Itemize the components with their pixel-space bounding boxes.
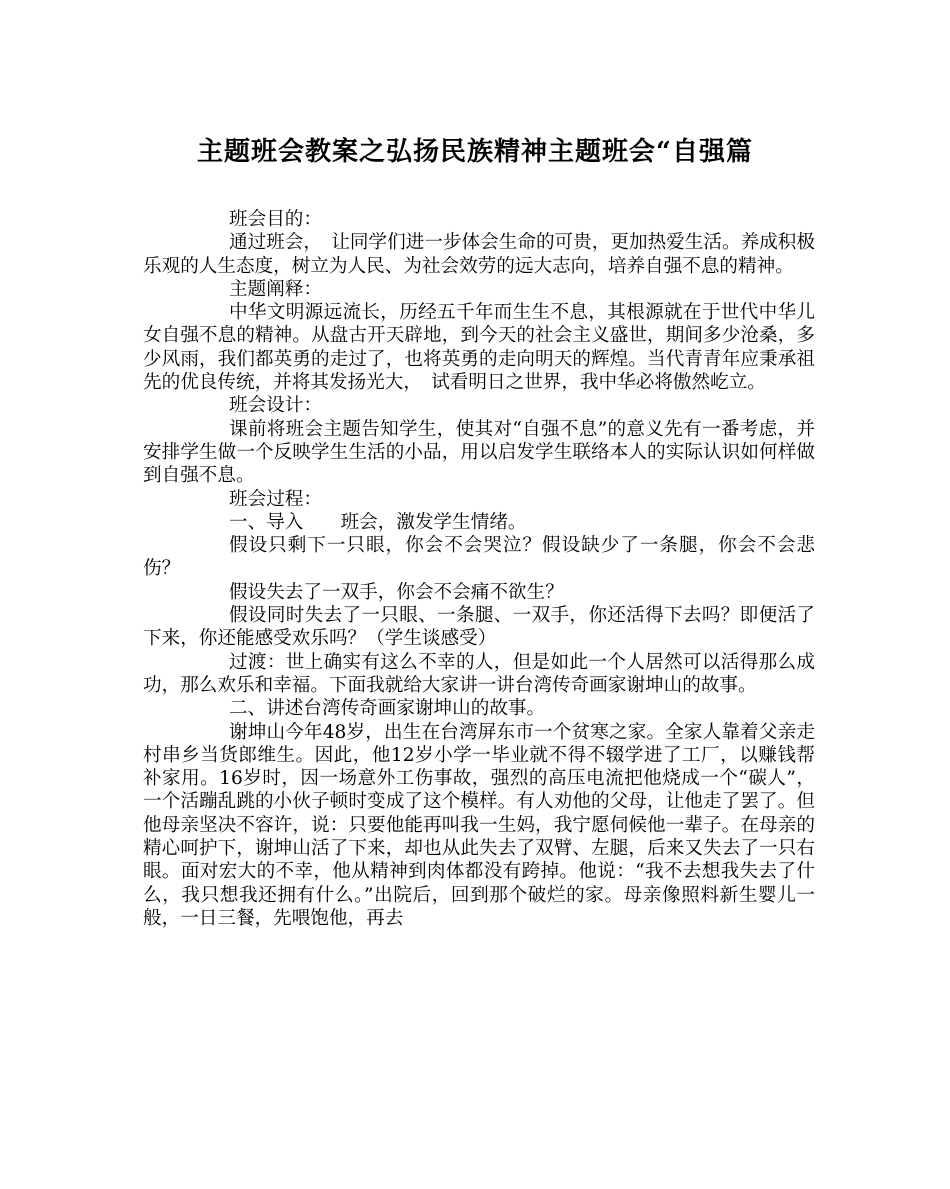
- heading-process: 班会过程：: [229, 488, 322, 510]
- heading-design: 班会设计：: [229, 395, 322, 417]
- heading-story: 二、讲述台湾传奇画家谢坤山的故事。: [229, 698, 546, 720]
- paragraph-story: 谢坤山今年48岁，出生在台湾屏东市一个贫寒之家。全家人靠着父亲走村串乡当货郎维生。因此，他12岁小学一毕业就不得不辍学进了工厂，以赚钱帮补家用。16岁时，因一场意外工伤事故，强烈的高压电流把他烧成一个“碳人”，一个活蹦乱跳的小伙子顿时变成了这个模样。有人劝他的父母，让他走了罢了。但他母亲坚决不容许，说：只要他能再叫我一生妈，我宁愿伺候他一辈子。在母亲的精心呵护下，谢坤山活了下来，却也从此失去了双臂、左腿，后来又失去了一只右眼。面对宏大的不幸，他从精神到肉体都没有跨掉。他说：“我不去想我失去了什么，我只想我还拥有什么。”出院后，回到那个破烂的家。母亲像照料新生婴儿一般，一日三餐，先喂饱他，再去: [143, 721, 815, 929]
- paragraph-theme-explanation: 中华文明源远流长，历经五千年而生生不息，其根源就在于世代中华儿女自强不息的精神。从盘古开天辟地，到今天的社会主义盛世，期间多少沧桑，多少风雨，我们都英勇的走过了，也将英勇的走向明天的辉煌。当代青青年应秉承祖先的优良传统，并将其发扬光大， 试看明日之世界，我中华必将傲然屹立。: [143, 302, 815, 394]
- heading-theme-explanation: 主题阐释：: [229, 278, 322, 300]
- document-body: [143, 208, 815, 930]
- document-title: 主题班会教案之弘扬民族精神主题班会“自强篇: [197, 137, 753, 167]
- paragraph-question-3: 假设同时失去了一只眼、一条腿、一双手，你还活得下去吗？即便活了下来，你还能感受欢乐吗？（学生谈感受）: [143, 605, 815, 650]
- paragraph-transition: 过渡：世上确实有这么不幸的人，但是如此一个人居然可以活得那么成功，那么欢乐和幸福。下面我就给大家讲一讲台湾传奇画家谢坤山的故事。: [143, 651, 815, 696]
- paragraph-intro: 一、导入 班会，激发学生情绪。: [229, 511, 527, 533]
- heading-purpose: 班会目的：: [229, 209, 322, 230]
- paragraph-question-1: 假设只剩下一只眼，你会不会哭泣？假设缺少了一条腿，你会不会悲伤？: [143, 535, 815, 580]
- paragraph-purpose: 通过班会， 让同学们进一步体会生命的可贵，更加热爱生活。养成积极乐观的人生态度，树立为人民、为社会效劳的远大志向，培养自强不息的精神。: [143, 232, 815, 277]
- paragraph-question-2: 假设失去了一双手，你会不会痛不欲生？: [229, 581, 564, 603]
- paragraph-design: 课前将班会主题告知学生，使其对“自强不息”的意义先有一番考虑，并安排学生做一个反映学生生活的小品，用以启发学生联络本人的实际认识如何样做到自强不息。: [143, 418, 815, 487]
